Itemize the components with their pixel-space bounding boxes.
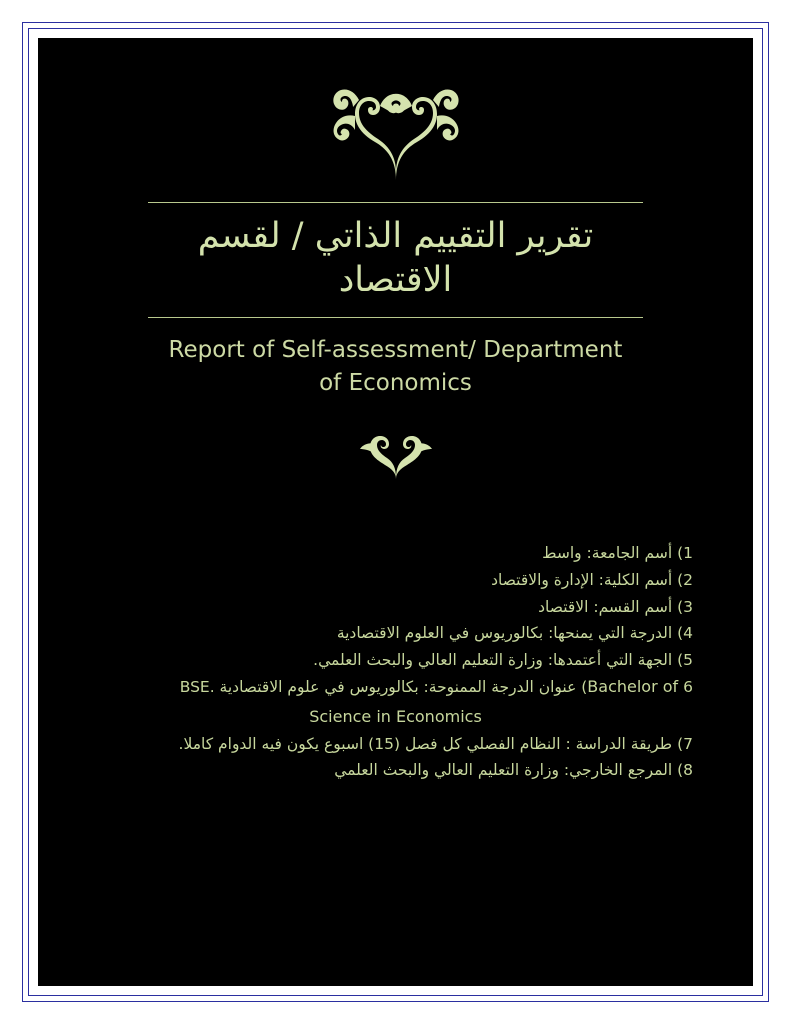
floral-flourish-ornament: [90, 76, 701, 196]
page-title-english: Report of Self-assessment/ Department of Economics: [168, 336, 623, 396]
degree-title-arabic: 6) عنوان الدرجة الممنوحة: بكالوريوس في علوم الاقتصادية .BSE: [179, 678, 693, 697]
list-item: 3) أسم القسم: الاقتصاد: [538, 597, 693, 616]
list-item: 5) الجهة التي أعتمدها: وزارة التعليم العالي والبحث العلمي.: [313, 650, 693, 669]
list-item: 7) طريقة الدراسة : النظام الفصلي كل فصل (15) اسبوع يكون فيه الدوام كاملا.: [178, 734, 693, 753]
cover-content-panel: [38, 38, 753, 986]
list-item: 4) الدرجة التي يمنحها: بكالوريوس في العلوم الاقتصادية: [336, 624, 693, 643]
list-item-degree-title: [98, 673, 693, 701]
page-title-arabic: تقرير التقييم الذاتي / لقسم الاقتصاد: [197, 216, 594, 300]
list-item: 8) المرجع الخارجي: وزارة التعليم العالي والبحث العلمي: [334, 761, 693, 780]
list-item: 2) أسم الكلية: الإدارة والاقتصاد: [491, 570, 693, 589]
small-fleuron-ornament: [90, 426, 701, 486]
cover-info-list: [98, 540, 693, 784]
title-block: [148, 202, 643, 318]
degree-title-latin: Bachelor of: [587, 677, 679, 697]
degree-title-latin-continued: Science in Economics: [309, 707, 482, 727]
list-item: 1) أسم الجامعة: واسط: [542, 544, 693, 563]
